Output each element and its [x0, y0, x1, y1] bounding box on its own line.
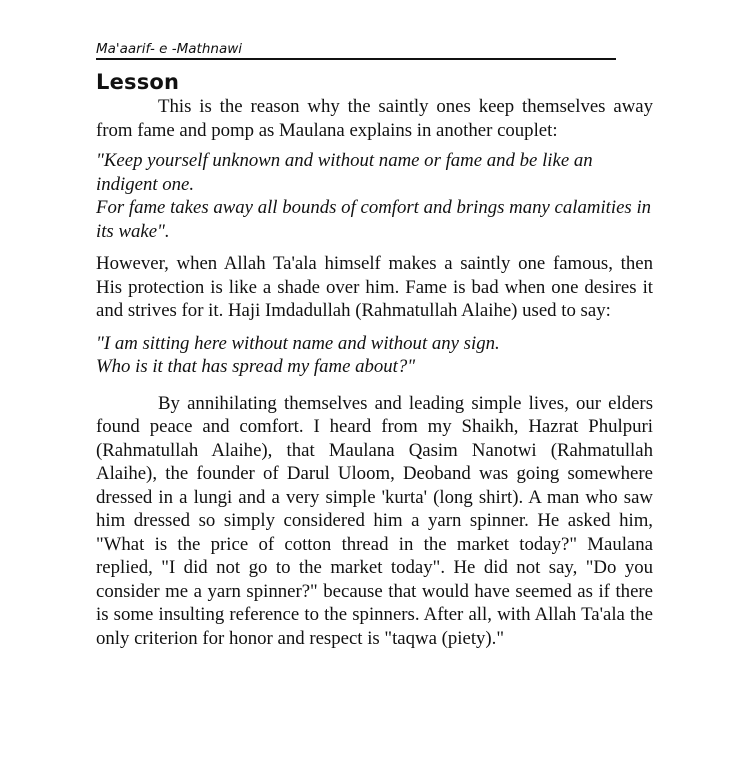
quote-line: For fame takes away all bounds of comfort and brings many calamities in its wake". [96, 197, 652, 242]
running-header: Ma'aarif- e -Mathnawi [96, 40, 616, 60]
spacer [96, 323, 653, 332]
section-heading: Lesson [96, 70, 180, 94]
quote-couplet-2 [96, 332, 653, 379]
paragraph-intro: This is the reason why the saintly ones keep themselves away from fame and pomp as Maulana explains in another couplet: [96, 96, 653, 141]
document-page [96, 40, 653, 650]
quote-line: "Keep yourself unknown and without name or fame and be like an indigent one. [96, 150, 593, 195]
quote-couplet-1 [96, 149, 653, 243]
spacer [96, 379, 653, 392]
quote-line: "I am sitting here without name and without any sign. [96, 332, 500, 354]
spacer [96, 142, 653, 149]
spacer [96, 243, 653, 252]
paragraph-fame: However, when Allah Ta'ala himself makes a saintly one famous, then His protection is like a shade over him. Fame is bad when one desires it and strives for it. Haji Imdadullah (Rahmatullah Alaihe) used to say: [96, 253, 653, 321]
quote-line: Who is it that has spread my fame about?" [96, 356, 416, 377]
paragraph-story: By annihilating themselves and leading simple lives, our elders found peace and comfort. I heard from my Shaikh, Hazrat Phulpuri (Rahmatullah Alaihe), that Maulana Qasim Nanotwi (Rahmatullah Alaihe), the founder of Darul Uloom, Deoband was going somewhere dressed in a lungi and a very simple 'kurta' (long shirt). A man who saw him dressed so simply considered him a yarn spinner. He asked him, "What is the price of cotton thread in the market today?" Maulana replied, "I did not go to the market today". He did not say, "Do you consider me a yarn spinner?" because that would have seemed as if there is some insulting reference to the spinners. After all, with Allah Ta'ala the only criterion for honor and respect is "taqwa (piety)." [96, 392, 653, 649]
